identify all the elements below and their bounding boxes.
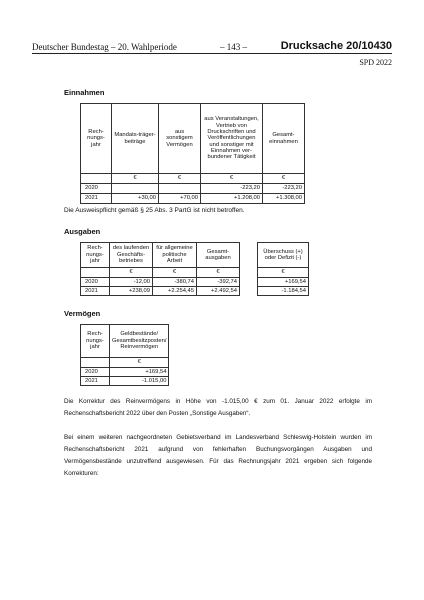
value-cell: +2.492,54 — [197, 287, 240, 296]
ausgaben-table — [80, 242, 240, 296]
currency-cell: € — [263, 174, 305, 184]
currency-cell: € — [112, 174, 159, 184]
currency-cell: € — [201, 174, 263, 184]
year-cell: 2021 — [81, 287, 110, 296]
table-row — [81, 278, 240, 287]
year-cell: 2020 — [81, 368, 110, 377]
header-cell: Rech-nungs-jahr — [81, 325, 110, 358]
disclosure-note: Die Ausweispflicht gemäß § 25 Abs. 3 PartG ist nicht betroffen. — [64, 207, 245, 214]
header-cell: Gesamt-einnahmen — [263, 104, 305, 174]
table-row — [81, 287, 240, 296]
document-label: Drucksache 20/10430 — [280, 40, 392, 52]
value-cell: +70,00 — [159, 194, 201, 204]
currency-cell — [81, 268, 110, 278]
paragraph-further-association: Bei einem weiteren nachgeordneten Gebietsverband im Landesverband Schleswig-Holstein wurden im Rechenschaftsbericht 2021 aufgrund von fehlerhaften Buchungsvorgängen Ausgaben und Vermögensbestände unzutreffend ausgewiesen. Für das Rechnungsjahr 2021 ergeben sich folgende Korrekturen: — [64, 434, 372, 477]
value-cell: -1.015,00 — [110, 377, 169, 386]
currency-cell: € — [159, 174, 201, 184]
value-cell: -12,00 — [110, 278, 153, 287]
value-cell: -223,20 — [263, 184, 305, 194]
vermoegen-title: Vermögen — [64, 309, 101, 318]
table-row — [258, 287, 309, 296]
currency-cell: € — [258, 268, 309, 278]
page-header — [32, 40, 392, 54]
value-cell: +1.208,00 — [201, 194, 263, 204]
value-cell: +2.254,45 — [153, 287, 197, 296]
value-cell: +30,00 — [112, 194, 159, 204]
table-row — [258, 278, 309, 287]
table-row — [81, 368, 169, 377]
header-cell: aus Veranstaltungen, Vertrieb von Druckschriften und Veröffentlichungen und sonstiger mit Einnahmen ver-bundener Tätigkeit — [201, 104, 263, 174]
header-cell: des laufenden Geschäfts-betriebes — [110, 243, 153, 268]
value-cell: -380,74 — [153, 278, 197, 287]
value-cell: -392,74 — [197, 278, 240, 287]
party-label: SPD 2022 — [359, 58, 392, 67]
header-cell: Mandats-träger-beiträge — [112, 104, 159, 174]
currency-cell: € — [153, 268, 197, 278]
header-cell: für allgemeine politische Arbeit — [153, 243, 197, 268]
header-cell: Überschuss (+) oder Defizit (-) — [258, 243, 309, 268]
header-cell: Geldbestände/ Gesamtbesitzposten/ Reinvermögen — [110, 325, 169, 358]
page-number: – 143 – — [220, 42, 247, 52]
year-cell: 2020 — [81, 278, 110, 287]
value-cell: -1.184,54 — [258, 287, 309, 296]
surplus-table — [257, 242, 309, 296]
value-cell: +169,54 — [110, 368, 169, 377]
currency-cell: € — [110, 268, 153, 278]
value-cell — [159, 184, 201, 194]
header-cell: Gesamt-ausgaben — [197, 243, 240, 268]
ausgaben-title: Ausgaben — [64, 227, 101, 236]
value-cell — [112, 184, 159, 194]
value-cell: -223,20 — [201, 184, 263, 194]
table-row — [81, 377, 169, 386]
table-row — [81, 184, 305, 194]
table-row — [81, 194, 305, 204]
currency-cell — [81, 174, 112, 184]
value-cell: +238,09 — [110, 287, 153, 296]
currency-cell: € — [110, 358, 169, 368]
header-divider — [32, 53, 392, 54]
einnahmen-title: Einnahmen — [64, 88, 105, 97]
vermoegen-table — [80, 324, 169, 386]
header-cell: Rech-nungs-jahr — [81, 243, 110, 268]
header-cell: Rech-nungs-jahr — [81, 104, 112, 174]
currency-cell: € — [197, 268, 240, 278]
year-cell: 2020 — [81, 184, 112, 194]
value-cell: +169,54 — [258, 278, 309, 287]
currency-cell — [81, 358, 110, 368]
value-cell: +1.308,00 — [263, 194, 305, 204]
year-cell: 2021 — [81, 377, 110, 386]
paragraph-correction: Die Korrektur des Reinvermögens in Höhe von -1.015,00 € zum 01. Januar 2022 erfolgte im Rechenschaftsbericht 2022 über den Posten „Sonstige Ausgaben“. — [64, 398, 372, 417]
header-cell: aus sonstigem Vermögen — [159, 104, 201, 174]
year-cell: 2021 — [81, 194, 112, 204]
einnahmen-table — [80, 103, 305, 204]
header-left: Deutscher Bundestag – 20. Wahlperiode — [32, 42, 177, 52]
